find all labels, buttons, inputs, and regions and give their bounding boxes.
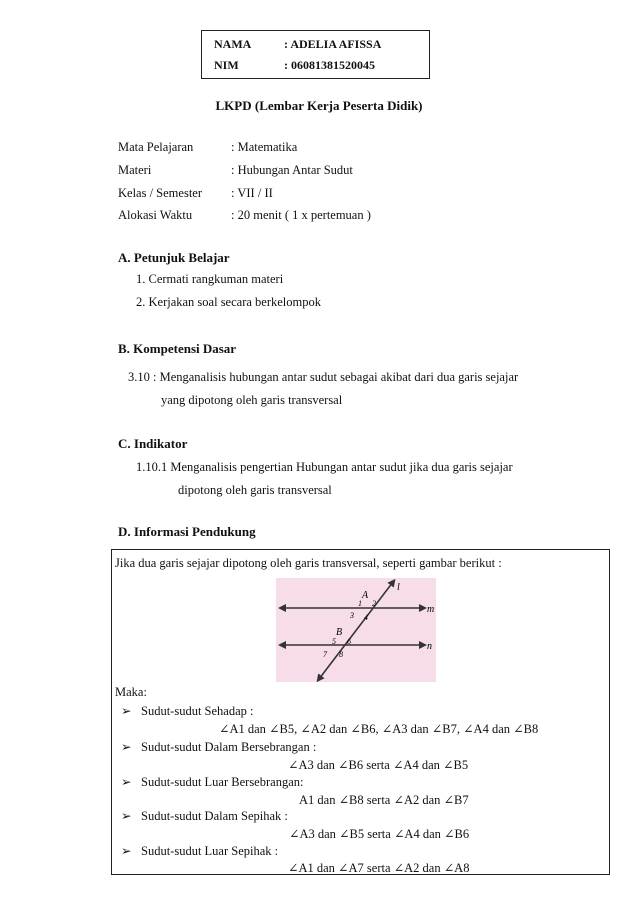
- label-n: n: [427, 641, 432, 652]
- angle-8: 8: [339, 650, 343, 659]
- meta-value: : 20 menit ( 1 x pertemuan ): [231, 208, 371, 222]
- bullet-item: [121, 703, 254, 719]
- label-l: l: [397, 582, 400, 593]
- indicator-line: 1.10.1 Menganalisis pengertian Hubungan antar sudut jika dua garis sejajar: [136, 460, 513, 474]
- meta-value: : Hubungan Antar Sudut: [231, 163, 353, 177]
- section-d-heading: D. Informasi Pendukung: [118, 524, 256, 539]
- section-c-heading: C. Indikator: [118, 436, 188, 451]
- label-m: m: [427, 604, 435, 615]
- bullet-value: ∠A1 dan ∠A7 serta ∠A2 dan ∠A8: [288, 861, 470, 875]
- parallel-lines-figure: [276, 578, 436, 682]
- list-item: 1. Cermati rangkuman materi: [136, 272, 284, 286]
- bullet-item: [121, 808, 288, 824]
- bullet-value: ∠A3 dan ∠B6 serta ∠A4 dan ∠B5: [288, 758, 469, 772]
- indicator-line-continued: dipotong oleh garis transversal: [178, 483, 332, 497]
- arrow-bullet-icon: ➢: [121, 809, 132, 823]
- bullet-title: Sudut-sudut Sehadap :: [141, 704, 254, 718]
- angle-4: 4: [364, 613, 368, 622]
- meta-label: Mata Pelajaran: [118, 140, 194, 154]
- identity-box: [201, 30, 430, 79]
- arrow-bullet-icon: ➢: [121, 704, 132, 718]
- bullet-value: ∠A1 dan ∠B5, ∠A2 dan ∠B6, ∠A3 dan ∠B7, ∠A4 dan ∠B8: [219, 722, 539, 736]
- angle-6: 6: [347, 637, 351, 646]
- name-row: [214, 37, 381, 52]
- meta-row: [118, 163, 353, 178]
- label-B: B: [336, 627, 343, 638]
- bullet-title: Sudut-sudut Luar Sepihak :: [141, 844, 279, 858]
- arrow-bullet-icon: ➢: [121, 775, 132, 789]
- name-label: NAMA: [214, 37, 252, 51]
- angle-2: 2: [372, 599, 376, 608]
- section-a-heading: A. Petunjuk Belajar: [118, 250, 230, 265]
- kd-line-continued: yang dipotong oleh garis transversal: [161, 393, 343, 407]
- nim-value: : 06081381520045: [284, 58, 375, 72]
- arrow-bullet-icon: ➢: [121, 740, 132, 754]
- nim-row: [214, 58, 375, 73]
- angle-3: 3: [350, 611, 354, 620]
- nim-label: NIM: [214, 58, 239, 72]
- meta-value: : Matematika: [231, 140, 298, 154]
- meta-value: : VII / II: [231, 186, 273, 200]
- document-title: LKPD (Lembar Kerja Peserta Didik): [215, 98, 423, 113]
- bullet-item: [121, 774, 303, 790]
- name-value: : ADELIA AFISSA: [284, 37, 382, 51]
- meta-row: [118, 140, 297, 155]
- bullet-title: Sudut-sudut Luar Bersebrangan:: [141, 775, 304, 789]
- meta-label: Kelas / Semester: [118, 186, 203, 200]
- list-item: 2. Kerjakan soal secara berkelompok: [136, 295, 321, 309]
- meta-label: Materi: [118, 163, 152, 177]
- bullet-value: A1 dan ∠B8 serta ∠A2 dan ∠B7: [299, 793, 469, 807]
- meta-row: [118, 186, 273, 201]
- bullet-value: ∠A3 dan ∠B5 serta ∠A4 dan ∠B6: [289, 827, 470, 841]
- arrow-bullet-icon: ➢: [121, 844, 132, 858]
- maka-label: Maka:: [115, 685, 147, 699]
- meta-label: Alokasi Waktu: [118, 208, 193, 222]
- bullet-title: Sudut-sudut Dalam Sepihak :: [141, 809, 288, 823]
- info-intro: Jika dua garis sejajar dipotong oleh garis transversal, seperti gambar berikut :: [115, 556, 502, 570]
- angle-1: 1: [358, 599, 362, 608]
- bullet-item: [121, 739, 316, 755]
- angle-7: 7: [323, 650, 327, 659]
- kd-line: 3.10 : Menganalisis hubungan antar sudut sebagai akibat dari dua garis sejajar: [128, 370, 519, 384]
- section-b-heading: B. Kompetensi Dasar: [118, 341, 237, 356]
- meta-row: [118, 208, 371, 223]
- bullet-title: Sudut-sudut Dalam Bersebrangan :: [141, 740, 317, 754]
- bullet-item: [121, 843, 278, 859]
- angle-5: 5: [332, 637, 336, 646]
- label-A: A: [362, 590, 369, 601]
